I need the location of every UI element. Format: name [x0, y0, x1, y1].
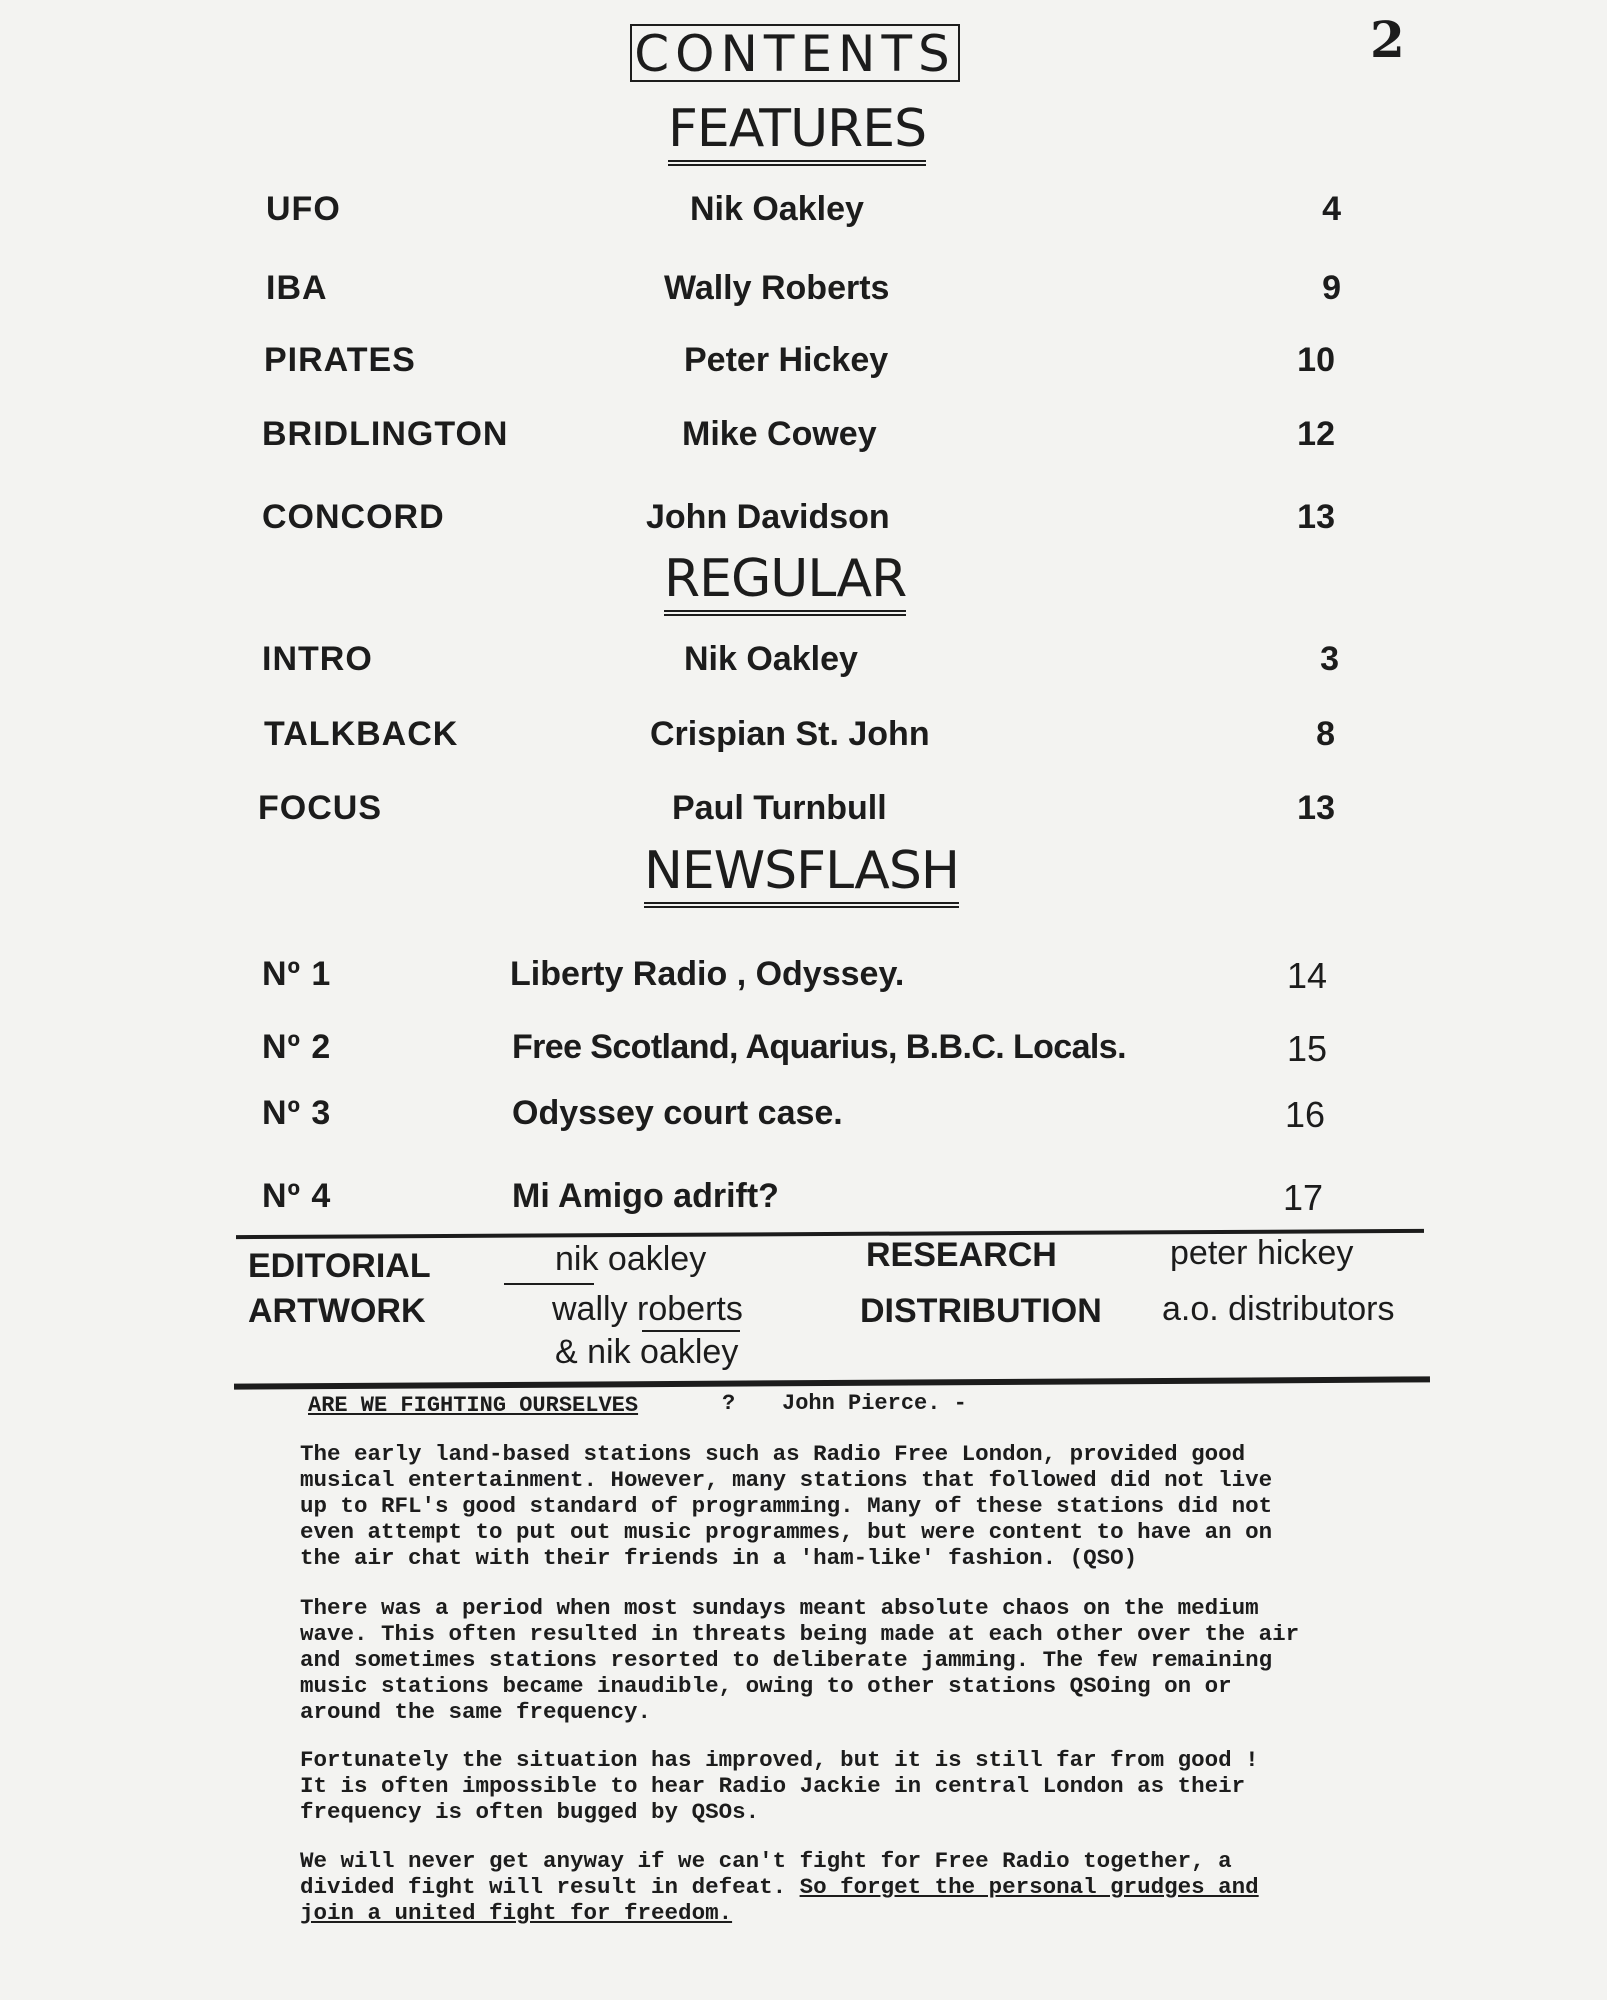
- research-name: peter hickey: [1170, 1234, 1354, 1272]
- distribution-name: a.o. distributors: [1162, 1290, 1395, 1328]
- editorial-name: nik oakley: [555, 1240, 707, 1278]
- newsflash-description: Liberty Radio , Odyssey.: [510, 955, 905, 993]
- feature-title: CONCORD: [262, 498, 445, 536]
- artwork-label: ARTWORK: [248, 1292, 426, 1330]
- regular-author: Crispian St. John: [650, 715, 930, 753]
- feature-title: UFO: [266, 190, 341, 228]
- regular-title: INTRO: [262, 640, 373, 678]
- article-paragraph-4: [300, 1848, 1440, 1926]
- feature-page: 12: [1297, 415, 1335, 453]
- regular-row: [0, 715, 1607, 755]
- article-paragraph-3: Fortunately the situation has improved, but it is still far from good ! It is often impossible to hear Radio Jackie in central London as their frequency is often bugged by QSOs.: [300, 1747, 1259, 1825]
- editorial-dash: [504, 1283, 594, 1285]
- feature-author: Nik Oakley: [690, 190, 864, 228]
- newsflash-number: Nº 2: [262, 1028, 332, 1066]
- distribution-label: DISTRIBUTION: [860, 1292, 1102, 1330]
- newsflash-row: [0, 955, 1607, 995]
- feature-title: BRIDLINGTON: [262, 415, 509, 453]
- regular-page: 3: [1320, 640, 1339, 678]
- newsflash-row: [0, 1177, 1607, 1217]
- newsflash-description: Odyssey court case.: [512, 1094, 843, 1132]
- regular-row: [0, 640, 1607, 680]
- contents-title: CONTENTS: [630, 24, 960, 82]
- feature-row: [0, 190, 1607, 230]
- article-paragraph-4-text: We will never get anyway if we can't fight for Free Radio together, a divided fight will result in defeat.: [300, 1848, 1232, 1900]
- feature-page: 9: [1322, 269, 1341, 307]
- article-question-mark: ?: [722, 1391, 736, 1416]
- feature-row: [0, 341, 1607, 381]
- feature-title: IBA: [266, 269, 328, 307]
- article-closing-underlined: So forget the personal grudges and join a united fight for freedom.: [300, 1874, 1259, 1926]
- feature-author: Peter Hickey: [684, 341, 889, 379]
- newsflash-page: 17: [1282, 1177, 1323, 1218]
- regular-author: Paul Turnbull: [672, 789, 887, 827]
- article-top-rule: [234, 1376, 1430, 1389]
- regular-page: 8: [1316, 715, 1335, 753]
- feature-page: 13: [1297, 498, 1335, 536]
- feature-row: [0, 498, 1607, 538]
- artwork-name-1: wally roberts: [552, 1290, 743, 1328]
- newsflash-number: Nº 4: [262, 1177, 332, 1215]
- article-paragraph-1: The early land-based stations such as Radio Free London, provided good musical entertainment. However, many stations that followed did not live up to RFL's good standard of programming. Many of these stations did not even attempt to put out music programmes, but were content to have an on the air chat with their friends in a 'ham-like' fashion. (QSO): [300, 1441, 1273, 1571]
- feature-row: [0, 415, 1607, 455]
- editorial-label: EDITORIAL: [248, 1247, 431, 1285]
- article-paragraph-2: There was a period when most sundays meant absolute chaos on the medium wave. This often resulted in threats being made at each other over the air and sometimes stations resorted to deliberate jamming. The few remaining music stations became inaudible, owing to other stations QSOing on or around the same frequency.: [300, 1595, 1300, 1725]
- page-number: 2: [1370, 10, 1405, 69]
- feature-row: [0, 269, 1607, 309]
- features-heading: FEATURES: [668, 100, 926, 162]
- newsflash-description: Mi Amigo adrift?: [512, 1177, 779, 1215]
- feature-author: Mike Cowey: [682, 415, 877, 453]
- newsflash-row: [0, 1028, 1607, 1068]
- feature-author: Wally Roberts: [664, 269, 890, 307]
- feature-title: PIRATES: [264, 341, 416, 379]
- newsflash-row: [0, 1094, 1607, 1134]
- feature-page: 10: [1297, 341, 1335, 379]
- newsflash-heading: NEWSFLASH: [644, 842, 959, 904]
- research-label: RESEARCH: [866, 1236, 1057, 1274]
- article-title: ARE WE FIGHTING OURSELVES: [308, 1393, 639, 1418]
- newsflash-number: Nº 3: [262, 1094, 332, 1132]
- newsflash-page: 14: [1286, 955, 1327, 996]
- regular-title: TALKBACK: [264, 715, 459, 753]
- feature-page: 4: [1322, 190, 1341, 228]
- newsflash-description: Free Scotland, Aquarius, B.B.C. Locals.: [512, 1028, 1126, 1066]
- artwork-underline: [642, 1330, 740, 1332]
- article-author: John Pierce. -: [782, 1391, 967, 1416]
- newsflash-number: Nº 1: [262, 955, 332, 993]
- regular-page: 13: [1297, 789, 1335, 827]
- newsflash-page: 15: [1286, 1028, 1327, 1069]
- regular-title: FOCUS: [258, 789, 382, 827]
- feature-author: John Davidson: [646, 498, 890, 536]
- regular-heading: REGULAR: [664, 550, 906, 612]
- regular-row: [0, 789, 1607, 829]
- regular-author: Nik Oakley: [684, 640, 858, 678]
- artwork-name-2: & nik oakley: [555, 1333, 739, 1371]
- newsflash-page: 16: [1284, 1094, 1325, 1135]
